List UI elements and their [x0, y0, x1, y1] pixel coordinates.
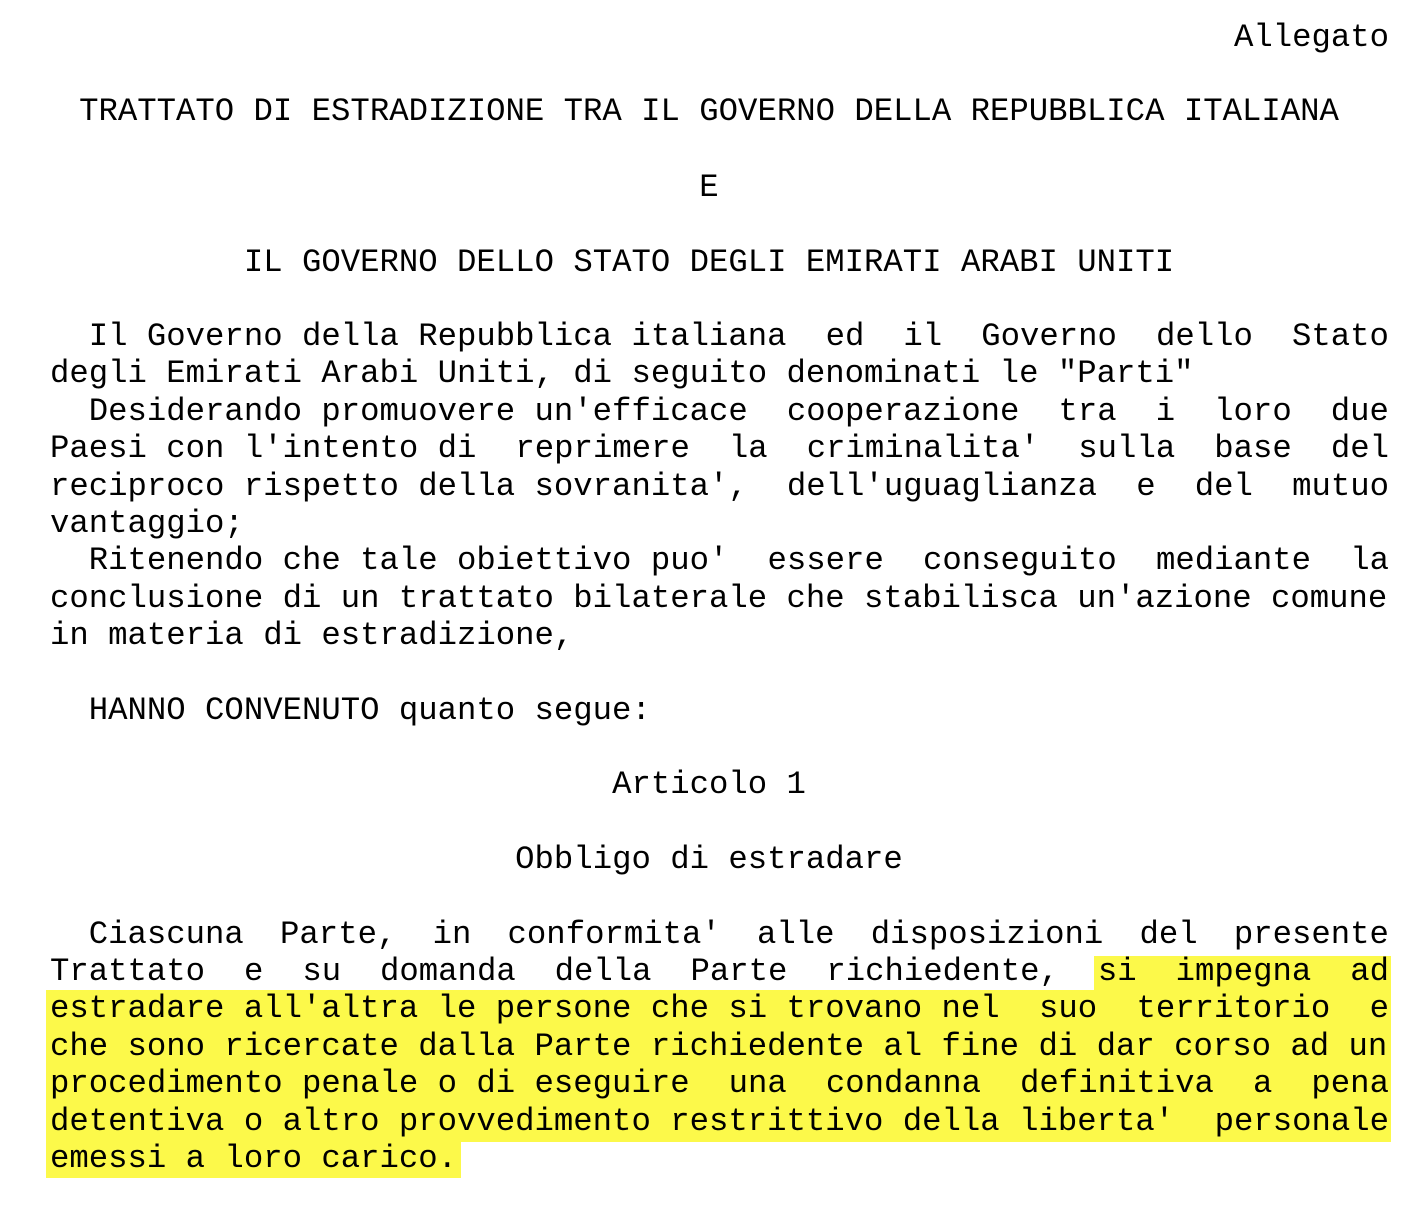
text-segment: della — [554, 953, 652, 990]
text-segment: che sono ricercate dalla Parte richiedente al fine di dar corso ad un — [50, 1028, 1388, 1065]
preamble-line — [50, 505, 1389, 543]
preamble-line — [50, 393, 1389, 431]
text-segment: la — [1350, 542, 1389, 579]
text-segment: vantaggio; — [50, 505, 244, 542]
text-segment: del — [1139, 916, 1198, 953]
text-segment: del — [1330, 430, 1389, 467]
text-segment: due — [1330, 393, 1389, 430]
text-segment: del — [1194, 468, 1253, 505]
text-segment: conseguito — [923, 542, 1117, 579]
preamble-line — [50, 430, 1389, 468]
text-segment: Paesi con l'intento di — [50, 430, 477, 467]
text-segment: loro — [1214, 393, 1292, 430]
text-segment: definitiva — [1020, 1065, 1214, 1102]
text-segment: conformita' — [507, 916, 721, 953]
preamble-line — [50, 318, 1389, 356]
treaty-title-line-1: TRATTATO DI ESTRADIZIONE TRA IL GOVERNO DELLA REPUBBLICA ITALIANA — [79, 93, 1339, 130]
text-segment: degli Emirati Arabi Uniti, di seguito denominati le "Parti" — [50, 355, 1194, 392]
text-segment: condanna — [825, 1065, 981, 1102]
text-segment: domanda — [380, 953, 516, 990]
text-segment: base — [1214, 430, 1292, 467]
preamble-line — [50, 355, 1389, 393]
agreed-statement: HANNO CONVENUTO quanto segue: — [50, 692, 651, 729]
text-segment: dell'uguaglianza — [786, 468, 1098, 505]
text-segment: estradare all'altra le persone che si trovano nel — [50, 990, 1000, 1027]
text-segment: Desiderando promuovere un'efficace — [50, 393, 748, 430]
text-segment: Stato — [1292, 318, 1389, 355]
text-segment: procedimento penale o di eseguire — [50, 1065, 690, 1102]
text-segment: ad — [1350, 953, 1389, 990]
text-segment: alle — [756, 916, 835, 953]
article-heading: Obbligo di estradare — [515, 841, 903, 878]
text-segment: essere — [767, 542, 884, 579]
treaty-title-line-2: E — [699, 169, 719, 206]
text-segment: il — [903, 318, 943, 355]
text-segment: a — [1252, 1065, 1273, 1102]
article-line — [50, 1028, 1389, 1066]
text-segment: in materia di estradizione, — [50, 617, 574, 654]
article-line — [50, 953, 1389, 991]
preamble-line — [50, 542, 1389, 580]
text-segment: Parte — [690, 953, 788, 990]
text-segment: Il Governo della Repubblica italiana — [50, 318, 787, 355]
text-segment: si — [1097, 953, 1137, 990]
text-segment: cooperazione — [786, 393, 1020, 430]
text-segment: sulla — [1078, 430, 1176, 467]
article-line — [50, 990, 1389, 1028]
text-segment: reprimere — [515, 430, 690, 467]
allegato-label: Allegato — [1233, 19, 1389, 56]
text-segment: una — [728, 1065, 787, 1102]
article-line — [50, 916, 1389, 954]
text-segment: in — [432, 916, 472, 953]
text-segment: tra — [1058, 393, 1117, 430]
text-segment: i — [1155, 393, 1176, 430]
text-segment: conclusione di un trattato bilaterale che stabilisca un'azione comune — [50, 580, 1388, 617]
preamble-line — [50, 617, 1389, 655]
article-line — [50, 1065, 1389, 1103]
text-segment: personale — [1214, 1103, 1389, 1140]
text-segment: criminalita' — [806, 430, 1040, 467]
article-line — [50, 1103, 1389, 1141]
text-segment: su — [302, 953, 342, 990]
text-segment: la — [728, 430, 768, 467]
preamble-line — [50, 468, 1389, 506]
text-segment: mediante — [1156, 542, 1312, 579]
text-segment: e — [244, 953, 264, 990]
article-line — [50, 1140, 1389, 1178]
text-segment: disposizioni — [870, 916, 1104, 953]
text-segment: presente — [1233, 916, 1389, 953]
text-segment: impegna — [1175, 953, 1312, 990]
text-segment: e — [1136, 468, 1156, 505]
text-segment: detentiva o altro provvedimento restrittivo della liberta' — [50, 1103, 1175, 1140]
text-segment: Trattato — [50, 953, 206, 990]
text-segment: Ciascuna — [50, 916, 244, 953]
text-segment: reciproco rispetto della sovranita', — [50, 468, 748, 505]
text-segment: mutuo — [1292, 468, 1389, 505]
preamble-line — [50, 580, 1389, 618]
text-segment: Ritenendo che tale obiettivo puo' — [50, 542, 729, 579]
text-segment: dello — [1156, 318, 1253, 355]
text-segment: richiedente, — [826, 953, 1059, 990]
text-segment: emessi a loro carico. — [50, 1140, 458, 1177]
text-segment: territorio — [1136, 990, 1331, 1027]
treaty-title-line-3: IL GOVERNO DELLO STATO DEGLI EMIRATI ARABI UNITI — [243, 244, 1175, 281]
text-segment: ed — [825, 318, 865, 355]
text-segment: pena — [1311, 1065, 1389, 1102]
text-segment: suo — [1039, 990, 1098, 1027]
article-number: Articolo 1 — [612, 766, 806, 803]
text-segment: Governo — [981, 318, 1117, 355]
text-segment: Parte, — [280, 916, 397, 953]
text-segment: e — [1369, 990, 1389, 1027]
